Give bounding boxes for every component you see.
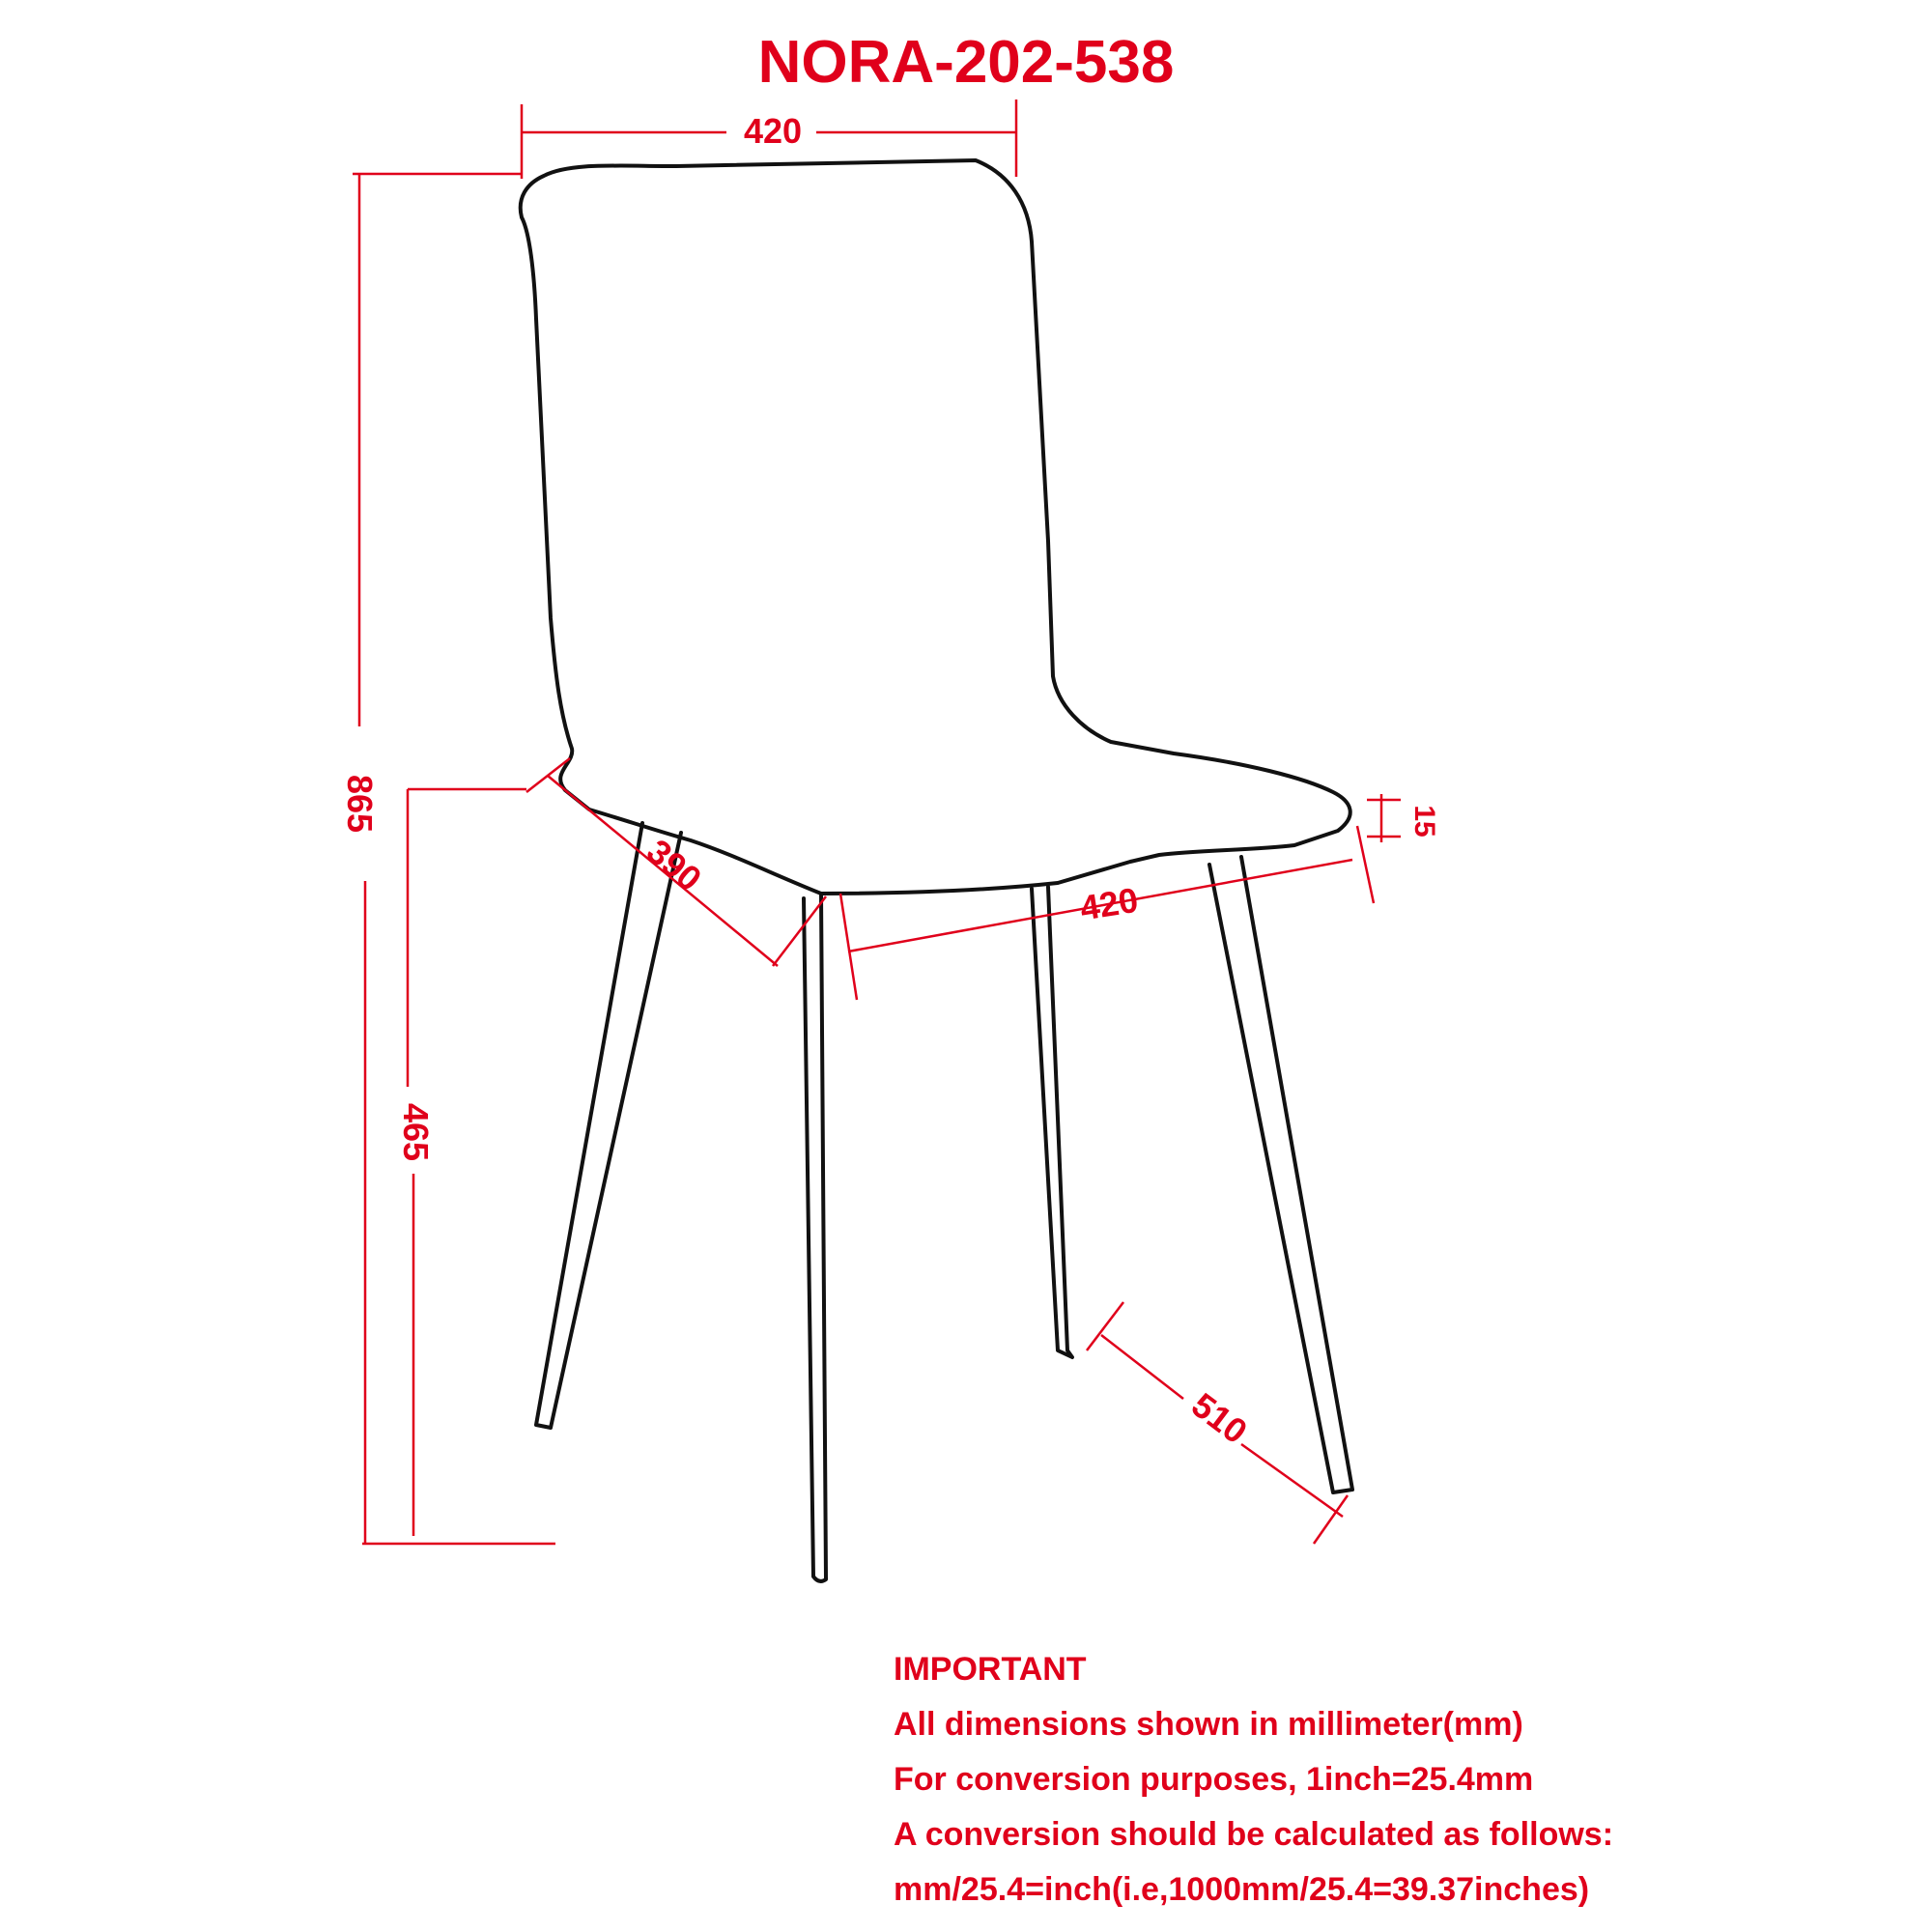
leg-span-tick-right bbox=[1314, 1495, 1348, 1544]
notes-line-formula-intro: A conversion should be calculated as follows: bbox=[894, 1816, 1614, 1853]
notes-line-conversion: For conversion purposes, 1inch=25.4mm bbox=[894, 1761, 1534, 1798]
important-notes bbox=[894, 1642, 1908, 1918]
notes-line-units: All dimensions shown in millimeter(mm) bbox=[894, 1706, 1523, 1743]
seat-width-dimension bbox=[840, 826, 1374, 1000]
chair-outline bbox=[521, 160, 1352, 1581]
overall-height-label: 865 bbox=[340, 774, 380, 834]
chair-leg-back-right bbox=[1209, 857, 1352, 1492]
leg-span-label: 510 bbox=[1184, 1384, 1255, 1452]
chair-leg-front-left bbox=[804, 894, 826, 1581]
seat-height-dimension bbox=[396, 789, 526, 1536]
seat-thickness-dimension bbox=[1367, 794, 1440, 842]
chair-shell bbox=[521, 160, 1350, 894]
seat-width-label: 420 bbox=[1077, 879, 1141, 928]
notes-heading: IMPORTANT bbox=[894, 1651, 1087, 1688]
seat-height-label: 465 bbox=[396, 1102, 436, 1162]
notes-line-formula: mm/25.4=inch(i.e,1000mm/25.4=39.37inches) bbox=[894, 1871, 1590, 1908]
seat-depth-label: 390 bbox=[639, 831, 710, 899]
seat-depth-tick-bottom bbox=[773, 896, 826, 966]
seat-depth-dimension bbox=[526, 758, 826, 966]
overall-height-dimension bbox=[340, 174, 555, 1544]
model-title: NORA-202-538 bbox=[757, 29, 1175, 96]
leg-span-line-left bbox=[1101, 1335, 1183, 1399]
chair-leg-front-right bbox=[1032, 887, 1072, 1357]
leg-span-dimension bbox=[1087, 1302, 1348, 1544]
seat-width-tick-left bbox=[840, 894, 857, 1000]
top-width-label: 420 bbox=[743, 111, 803, 151]
seat-thickness-label: 15 bbox=[1408, 805, 1440, 838]
chair-leg-back-left bbox=[536, 823, 681, 1428]
leg-span-tick-left bbox=[1087, 1302, 1123, 1350]
